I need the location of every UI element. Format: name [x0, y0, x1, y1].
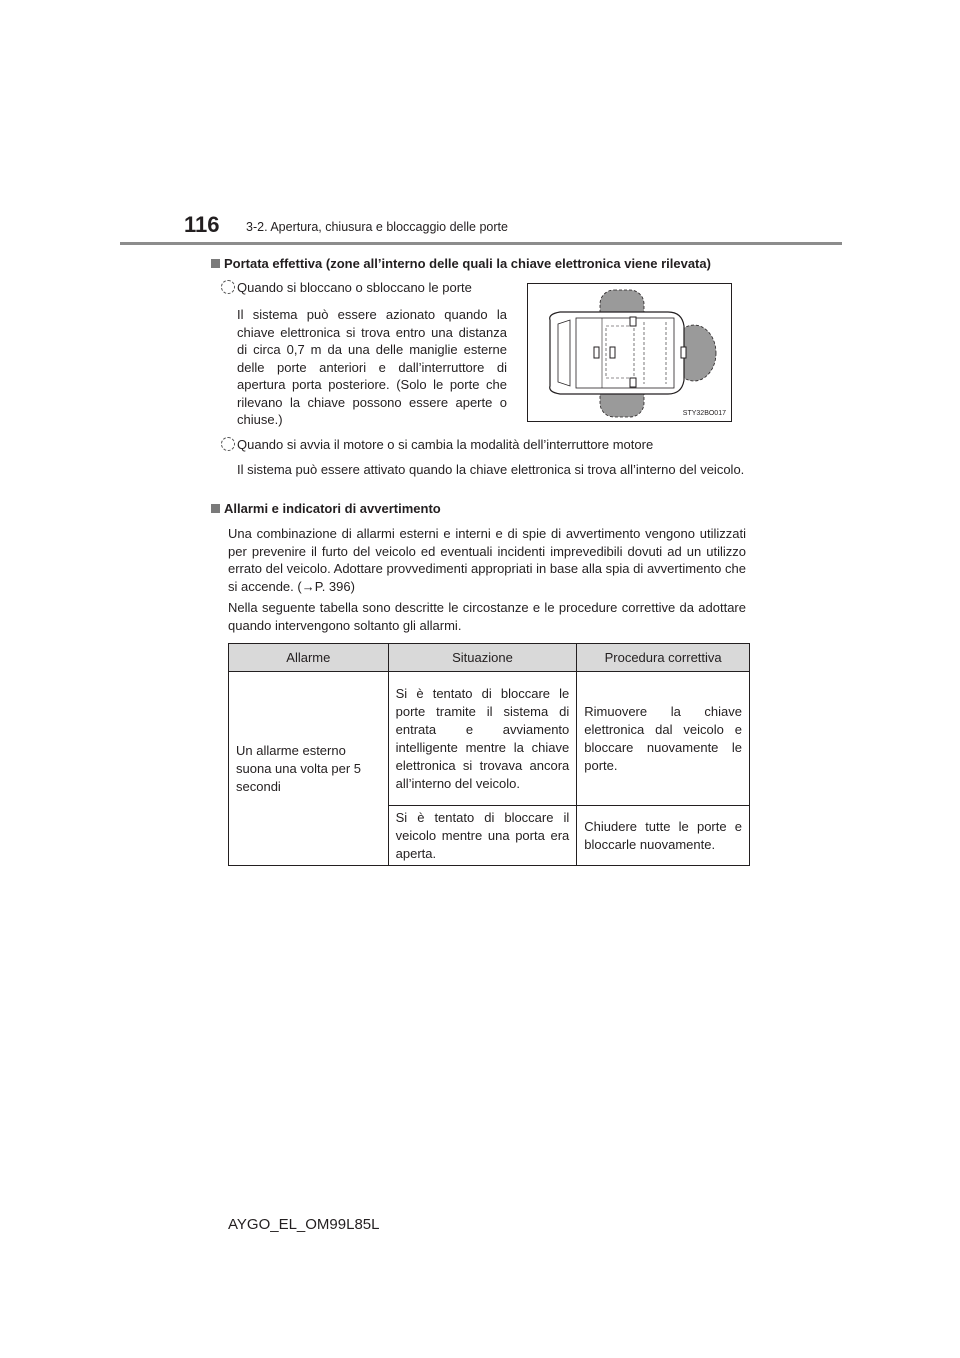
footer-code: AYGO_EL_OM99L85L: [228, 1216, 380, 1233]
engine-subheading-text: Quando si avvia il motore o si cambia la modalità dell’interruttore motore: [237, 437, 654, 452]
square-bullet-icon: [211, 504, 220, 513]
car-top-view-illustration: [528, 284, 733, 423]
dotted-circle-icon: [221, 437, 235, 451]
dotted-circle-icon: [221, 280, 235, 294]
alarm-heading-text: Allarmi e indicatori di avvertimento: [224, 501, 441, 516]
locking-subheading: [237, 280, 517, 295]
alarm-table: [228, 643, 750, 866]
procedure-cell: Chiudere tutte le porte e bloccarle nuovamente.: [577, 806, 750, 866]
figure-code: STY32BO017: [682, 410, 726, 417]
range-heading: [211, 256, 771, 271]
alarm-heading: [211, 501, 751, 516]
alarm-cell: Un allarme esterno suona una volta per 5 secondi: [229, 672, 389, 866]
table-row: [229, 672, 750, 806]
header-procedure: Procedura correttiva: [577, 644, 750, 672]
square-bullet-icon: [211, 259, 220, 268]
interior-antenna: [610, 347, 615, 358]
header-alarm: Allarme: [229, 644, 389, 672]
front-antenna: [594, 347, 599, 358]
situation-cell: Si è tentato di bloccare le porte tramite il sistema di entrata e avviamento intelligente mentre la chiave elettronica si trovava ancora all’interno del veicolo.: [388, 672, 577, 806]
alarm-paragraph-2: Nella seguente tabella sono descritte le circostanze e le procedure correttive da adottare quando intervengono soltanto gli allarmi.: [228, 600, 746, 633]
header-rule: [120, 242, 842, 245]
left-door-antenna: [630, 317, 636, 326]
range-heading-text: Portata effettiva (zone all’interno delle quali la chiave elettronica viene rilevata): [224, 256, 711, 271]
header-situation: Situazione: [388, 644, 577, 672]
locking-paragraph: Il sistema può essere azionato quando la chiave elettronica si trova entro una distanza di circa 0,7 m da una delle maniglie esterne delle porte anteriori e dall’interruttore di apertura porta posteriore. (Solo le porte che rilevano la chiave possono essere aperte o chiuse.): [237, 307, 507, 427]
detection-range-figure: [527, 283, 732, 422]
alarm-paragraph-1: Una combinazione di allarmi esterni e interni e di spie di avvertimento vengono utilizzati per prevenire il furto del veicolo ed eventuali incidenti imprevedibili dovuti ad un utilizzo errato del veicolo. Adottare provvedimenti appropriati in base alla spia di avvertimento che si accende. (→P. 396): [228, 526, 746, 594]
engine-subheading: [237, 437, 757, 452]
procedure-cell: Rimuovere la chiave elettronica dal veicolo e bloccare nuovamente le porte.: [577, 672, 750, 806]
situation-cell: Si è tentato di bloccare il veicolo mentre una porta era aperta.: [388, 806, 577, 866]
page-number: 116: [184, 212, 220, 237]
table-header-row: [229, 644, 750, 672]
engine-paragraph: Il sistema può essere attivato quando la chiave elettronica si trova all’interno del veicolo.: [237, 462, 745, 477]
locking-subheading-text: Quando si bloccano o sbloccano le porte: [237, 280, 472, 295]
section-title: 3-2. Apertura, chiusura e bloccaggio delle porte: [246, 220, 508, 234]
right-door-antenna: [630, 378, 636, 387]
rear-antenna: [681, 347, 686, 358]
